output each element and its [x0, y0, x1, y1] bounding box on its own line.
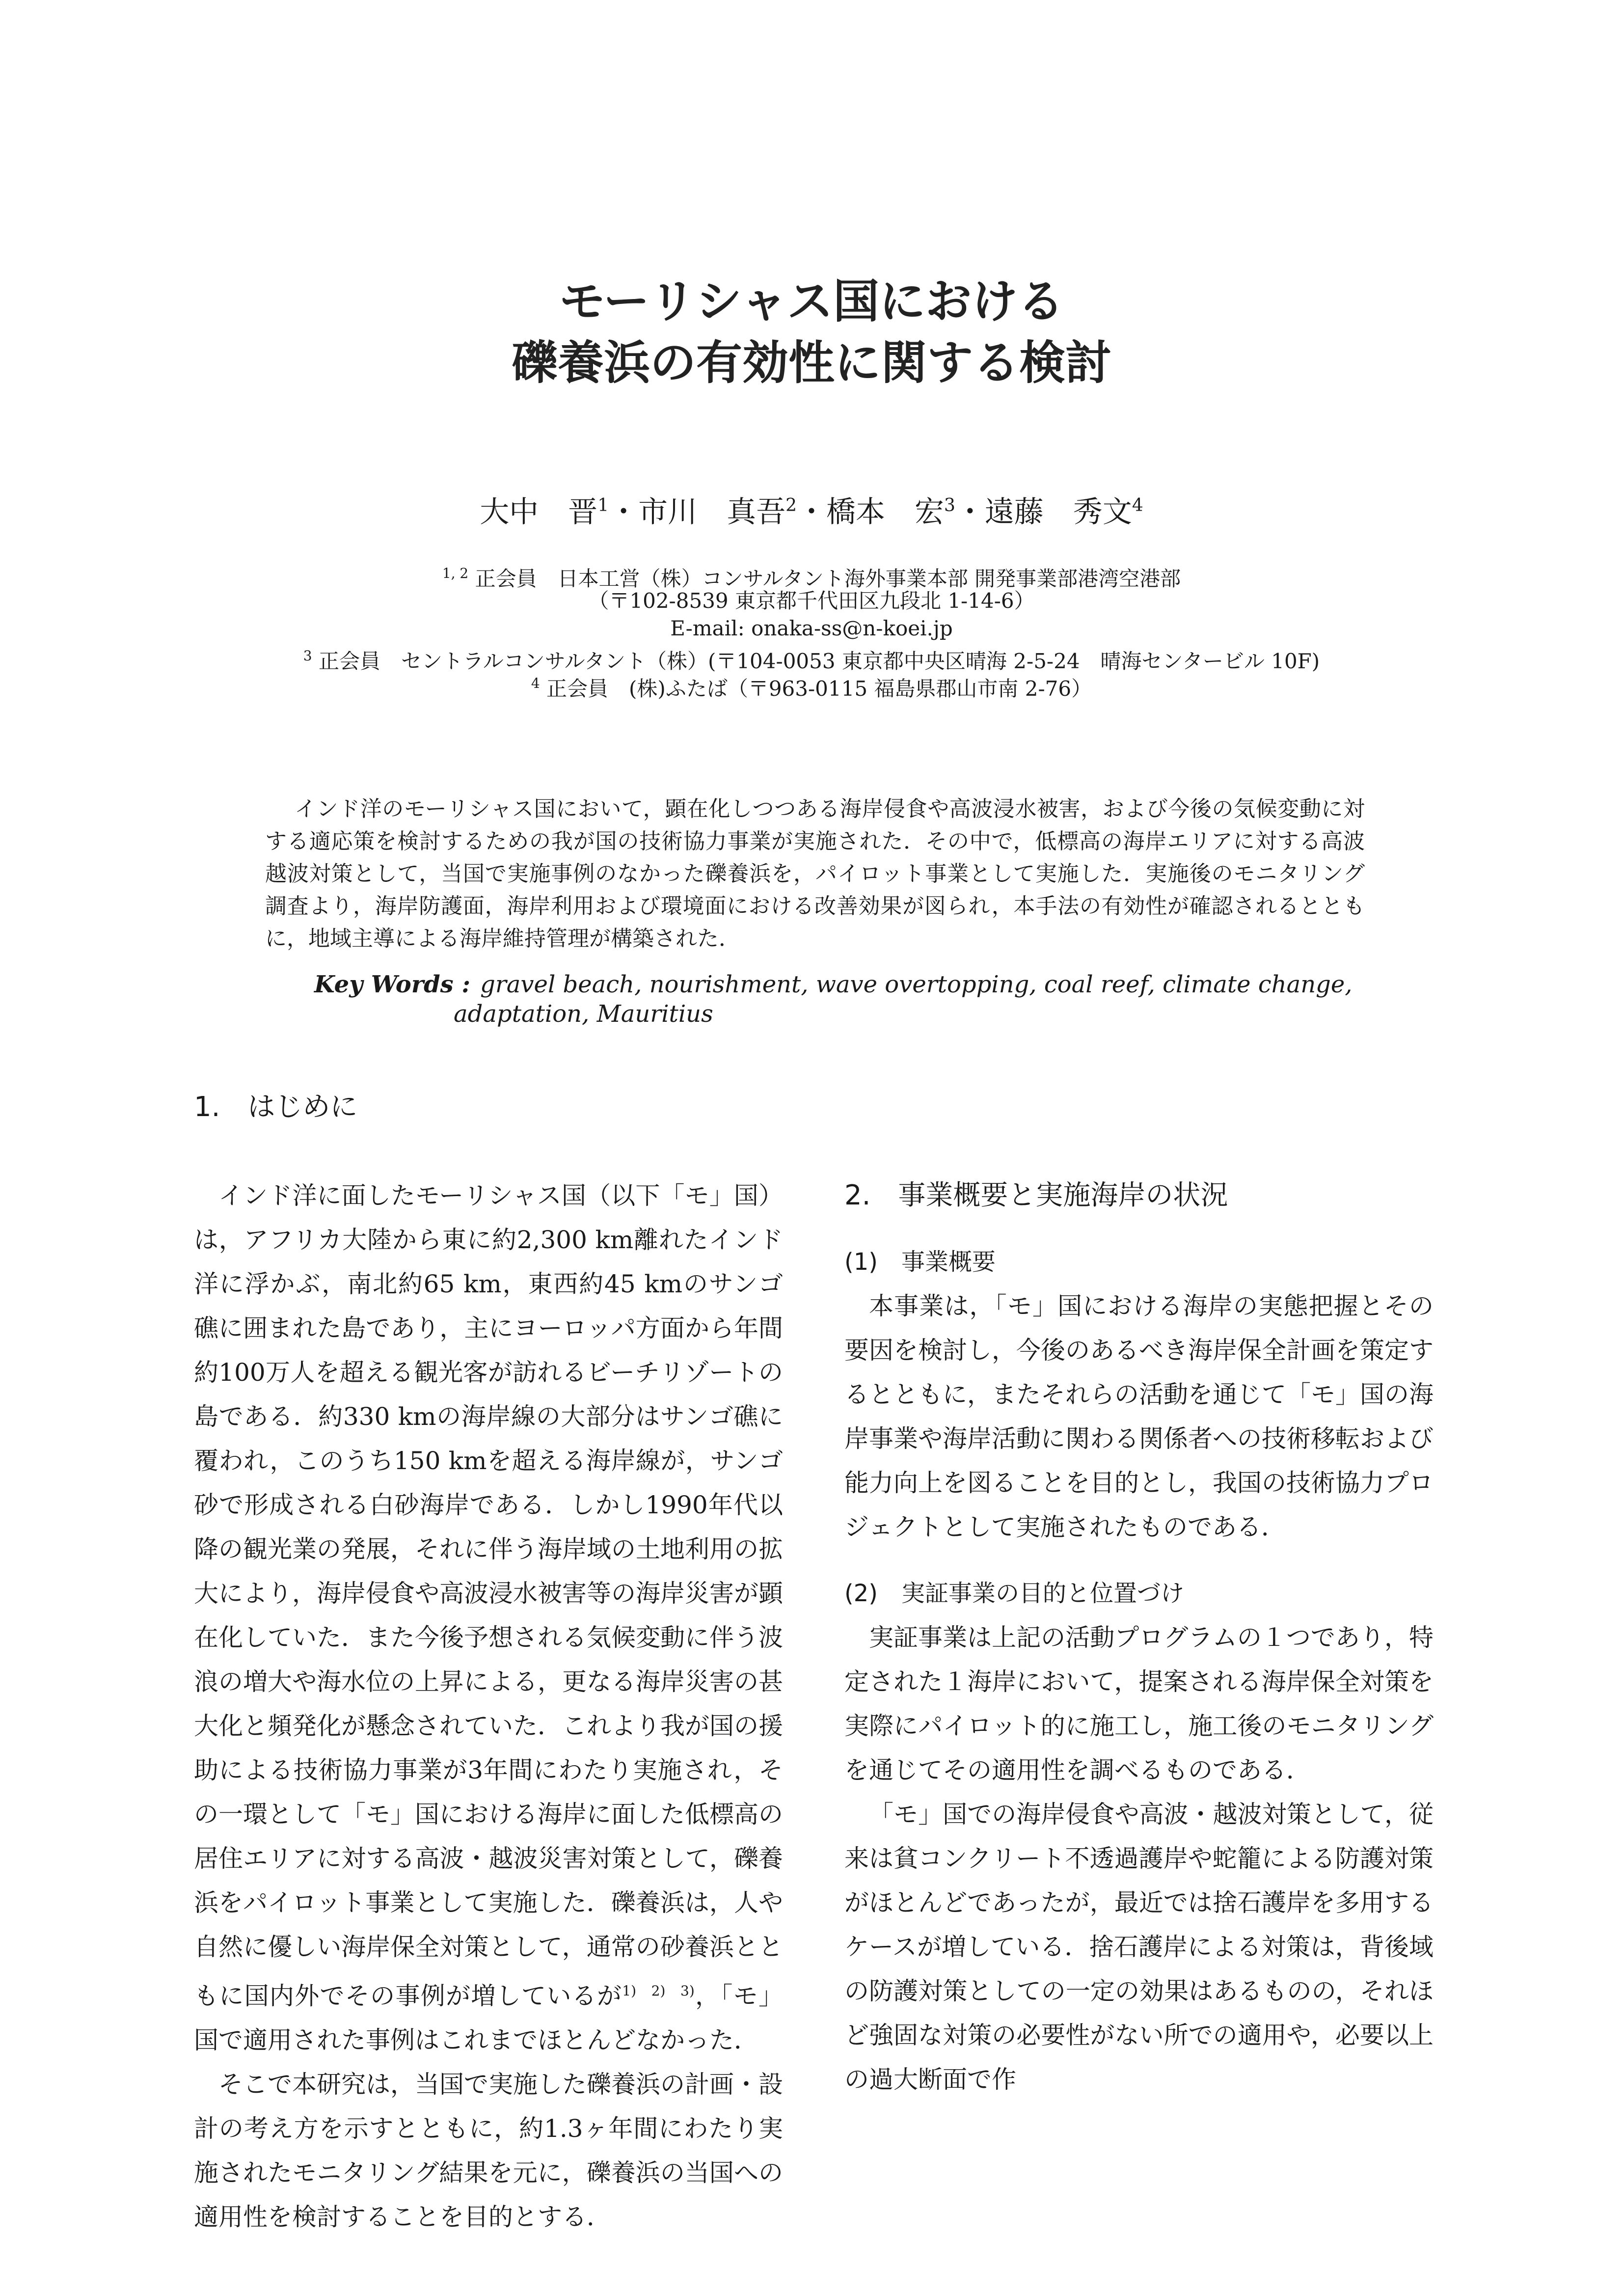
section-1-paragraph-1: [194, 1174, 783, 2062]
paragraph-text: インド洋に面したモーリシャス国（以下「モ」国）は，アフリカ大陸から東に約2,300 km離れたインド洋に浮かぶ，南北約65 km，東西約45 kmのサンゴ礁に囲まれた島であり，主にヨーロッパ方面から年間約100万人を超える観光客が訪れるビーチリゾートの島である．約330 kmの海岸線の大部分はサンゴ礁に覆われ，このうち150 kmを超える海岸線が，サンゴ砂で形成される白砂海岸である．しかし1990年代以降の観光業の発展，それに伴う海岸域の土地利用の拡大により，海岸侵食や高波浸水被害等の海岸災害が顕在化していた．また今後予想される気候変動に伴う波浪の増大や海水位の上昇による，更なる海岸災害の甚大化と頻発化が懸念されていた．これより我が国の援助による技術協力事業が3年間にわたり実施され，その一環として「モ」国における海岸に面した低標高の居住エリアに対する高波・越波災害対策として，礫養浜をパイロット事業として実施した．礫養浜は，人や自然に優しい海岸保全対策として，通常の砂養浜とともに国内外でその事例が増しているが: [194, 1181, 783, 2010]
affiliation-email: E-mail: onaka-ss@n-koei.jp: [670, 616, 953, 640]
paragraph-text: ，「モ」国で適用された事例はこれまでほとんどなかった．: [194, 1982, 784, 2054]
affiliation-mark: 1, 2: [442, 565, 469, 581]
subsection-2-1-paragraph: 本事業は，「モ」国における海岸の実態把握とその要因を検討し，今後のあるべき海岸保全計画を策定するとともに，またそれらの活動を通じて「モ」国の海岸事業や海岸活動に関わる関係者への技術移転および能力向上を図ることを目的とし，我国の技術協力プロジェクトとして実施されたものである．: [844, 1292, 1434, 1541]
subsection-2-2-paragraph-1: 実証事業は上記の活動プログラムの１つであり，特定された１海岸において，提案される海岸保全対策を実際にパイロット的に施工し，施工後のモニタリングを通じてその適用性を調べるものである．: [844, 1623, 1434, 1784]
author-separator: ・: [955, 495, 985, 529]
affiliation-text: 正会員 日本工営（株）コンサルタント海外事業本部 開発事業部港湾空港部: [475, 567, 1181, 591]
author-affil-mark: 1: [597, 495, 609, 516]
reference-marks: 1) 2) 3): [622, 1983, 695, 1999]
affiliation-mark: 3: [303, 648, 312, 664]
section-1-heading: 1. はじめに: [194, 1091, 358, 1123]
affiliation-4: [0, 670, 1623, 703]
author-separator: ・: [797, 495, 826, 529]
section-2-heading: 2. 事業概要と実施海岸の状況: [844, 1179, 1228, 1211]
section-1-paragraph-2: そこで本研究は，当国で実施した礫養浜の計画・設計の考え方を示すとともに，約1.3ヶ年間にわたり実施されたモニタリング結果を元に，礫養浜の当国への適用性を検討することを目的とする．: [194, 2070, 783, 2231]
author-affil-mark: 2: [785, 495, 797, 516]
keywords: [314, 970, 1365, 1029]
right-column: [844, 1085, 1434, 2102]
subsection-2-2-paragraph-2: 「モ」国での海岸侵食や高波・越波対策として，従来は貧コンクリート不透過護岸や蛇籠による防護対策がほとんどであったが，最近では捨石護岸を多用するケースが増している．捨石護岸による対策は，背後域の防護対策としての一定の効果はあるものの，それほど強固な対策の必要性がない所での適用や，必要以上の過大断面で作: [844, 1800, 1434, 2094]
affiliation-mark: 4: [531, 675, 540, 691]
author-name: 大中 晋: [480, 495, 598, 529]
affiliation-1-2-address: （〒102-8539 東京都千代田区九段北 1-14-6）: [588, 589, 1035, 613]
abstract: インド洋のモーリシャス国において，顕在化しつつある海岸侵食や高波浸水被害，および今後の気候変動に対する適応策を検討するための我が国の技術協力事業が実施された．その中で，低標高の海岸エリアに対する高波越波対策として，当国で実施事例のなかった礫養浜を，パイロット事業として実施した．実施後のモニタリング調査より，海岸防護面，海岸利用および環境面における改善効果が図られ，本手法の有効性が確認されるとともに，地域主導による海岸維持管理が構築された．: [265, 796, 1365, 951]
affiliation-text: 正会員 セントラルコンサルタント（株）(〒104-0053 東京都中央区晴海 2-5-24 晴海センタービル 10F): [318, 649, 1320, 673]
subsection-2-1-heading: (1) 事業概要: [844, 1248, 996, 1276]
keywords-line2: adaptation, Mauritius: [454, 1000, 713, 1028]
affiliation-text: 正会員 (株)ふたば（〒963-0115 福島県郡山市南 2-76）: [546, 677, 1092, 701]
keywords-label: Key Words :: [314, 971, 471, 998]
author-name: 市川 真吾: [638, 495, 786, 529]
keywords-line1: gravel beach, nourishment, wave overtopping, coal reef, climate change,: [480, 971, 1352, 998]
author-list: [0, 486, 1623, 532]
subsection-2-2-heading: (2) 実証事業の目的と位置づけ: [844, 1580, 1184, 1607]
author-separator: ・: [609, 495, 639, 529]
paper-title-line1: モーリシャス国における: [559, 275, 1064, 328]
paper-title-line2: 礫養浜の有効性に関する検討: [511, 336, 1111, 390]
left-column: [194, 1085, 783, 2239]
author-affil-mark: 4: [1132, 495, 1143, 516]
author-name: 橋本 宏: [826, 495, 944, 529]
author-name: 遠藤 秀文: [984, 495, 1132, 529]
author-affil-mark: 3: [944, 495, 955, 516]
